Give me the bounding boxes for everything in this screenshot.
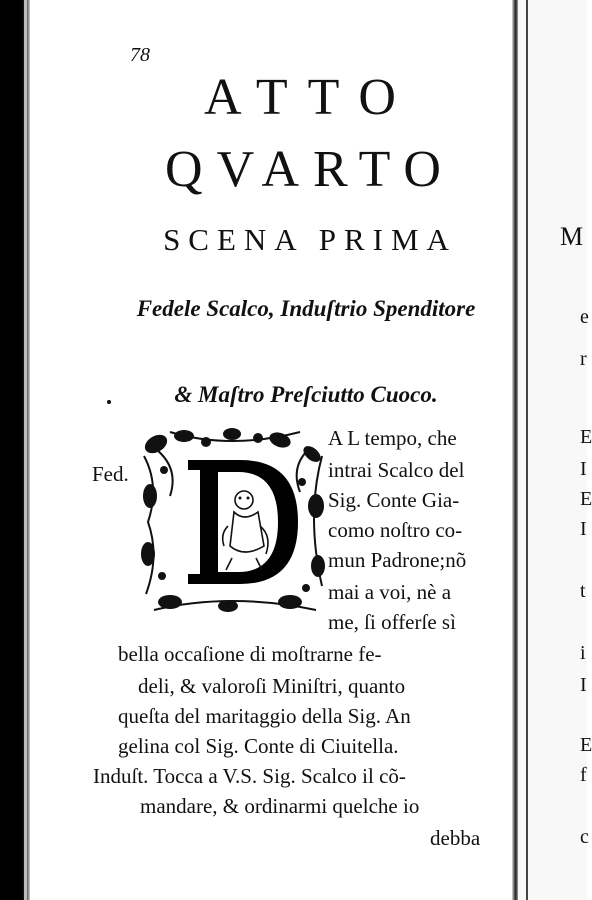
character-list-continued: & Maſtro Preſciutto Cuoco. [174, 382, 438, 407]
text-line: intrai Scalco del [328, 458, 465, 482]
text-line: queſta del maritaggio della Sig. An [118, 704, 411, 728]
facing-page-fragment: r [580, 348, 587, 370]
text-line: deli, & valoroſi Miniſtri, quanto [138, 674, 406, 698]
facing-page-fragment: E [580, 488, 592, 510]
speaker-label: Fed. [92, 462, 129, 486]
facing-page-fragment: M [560, 222, 586, 251]
act-number: QVARTO [165, 141, 455, 198]
text-line: gelina col Sig. Conte di Ciuitella. [118, 734, 399, 758]
character-list: Fedele Scalco, Induſtrio Spenditore [136, 296, 476, 321]
facing-page-fragment: I [580, 518, 587, 540]
page-number: 78 [130, 44, 150, 66]
text-line: mai a voi, nè a [328, 580, 452, 604]
facing-page-rule [526, 0, 528, 900]
text-line: Induſt. Tocca a V.S. Sig. Scalco il cõ- [93, 764, 406, 788]
facing-page-fragment: e [580, 306, 589, 328]
facing-page-fragment: E [580, 426, 592, 448]
facing-page-fragment: E [580, 734, 592, 756]
facing-page-edge [518, 0, 592, 900]
book-binding-edge [0, 0, 30, 900]
decorated-initial-ornament [140, 426, 326, 614]
decorated-initial [140, 426, 326, 614]
text-line: Sig. Conte Gia- [328, 488, 460, 512]
text-line: me, ſi offerſe sì [328, 610, 456, 634]
facing-page-fragment: I [580, 458, 587, 480]
facing-page-fragment: f [580, 764, 587, 786]
catchword: debba [430, 826, 481, 850]
text-line: mandare, & ordinarmi quelche io [140, 794, 420, 818]
facing-page-fragment: i [580, 642, 586, 664]
facing-page-fragment: t [580, 580, 586, 602]
text-line: A L tempo, che [328, 426, 457, 450]
text-line: bella occaſione di moſtrarne fe- [118, 642, 382, 666]
act-title: ATTO [204, 69, 416, 126]
scene-title: SCENA PRIMA [163, 222, 457, 257]
text-line: como noſtro co- [328, 518, 463, 542]
facing-page-fragment: c [580, 826, 589, 848]
facing-page-fragment: I [580, 674, 587, 696]
text-line: mun Padrone;nõ [328, 548, 467, 572]
